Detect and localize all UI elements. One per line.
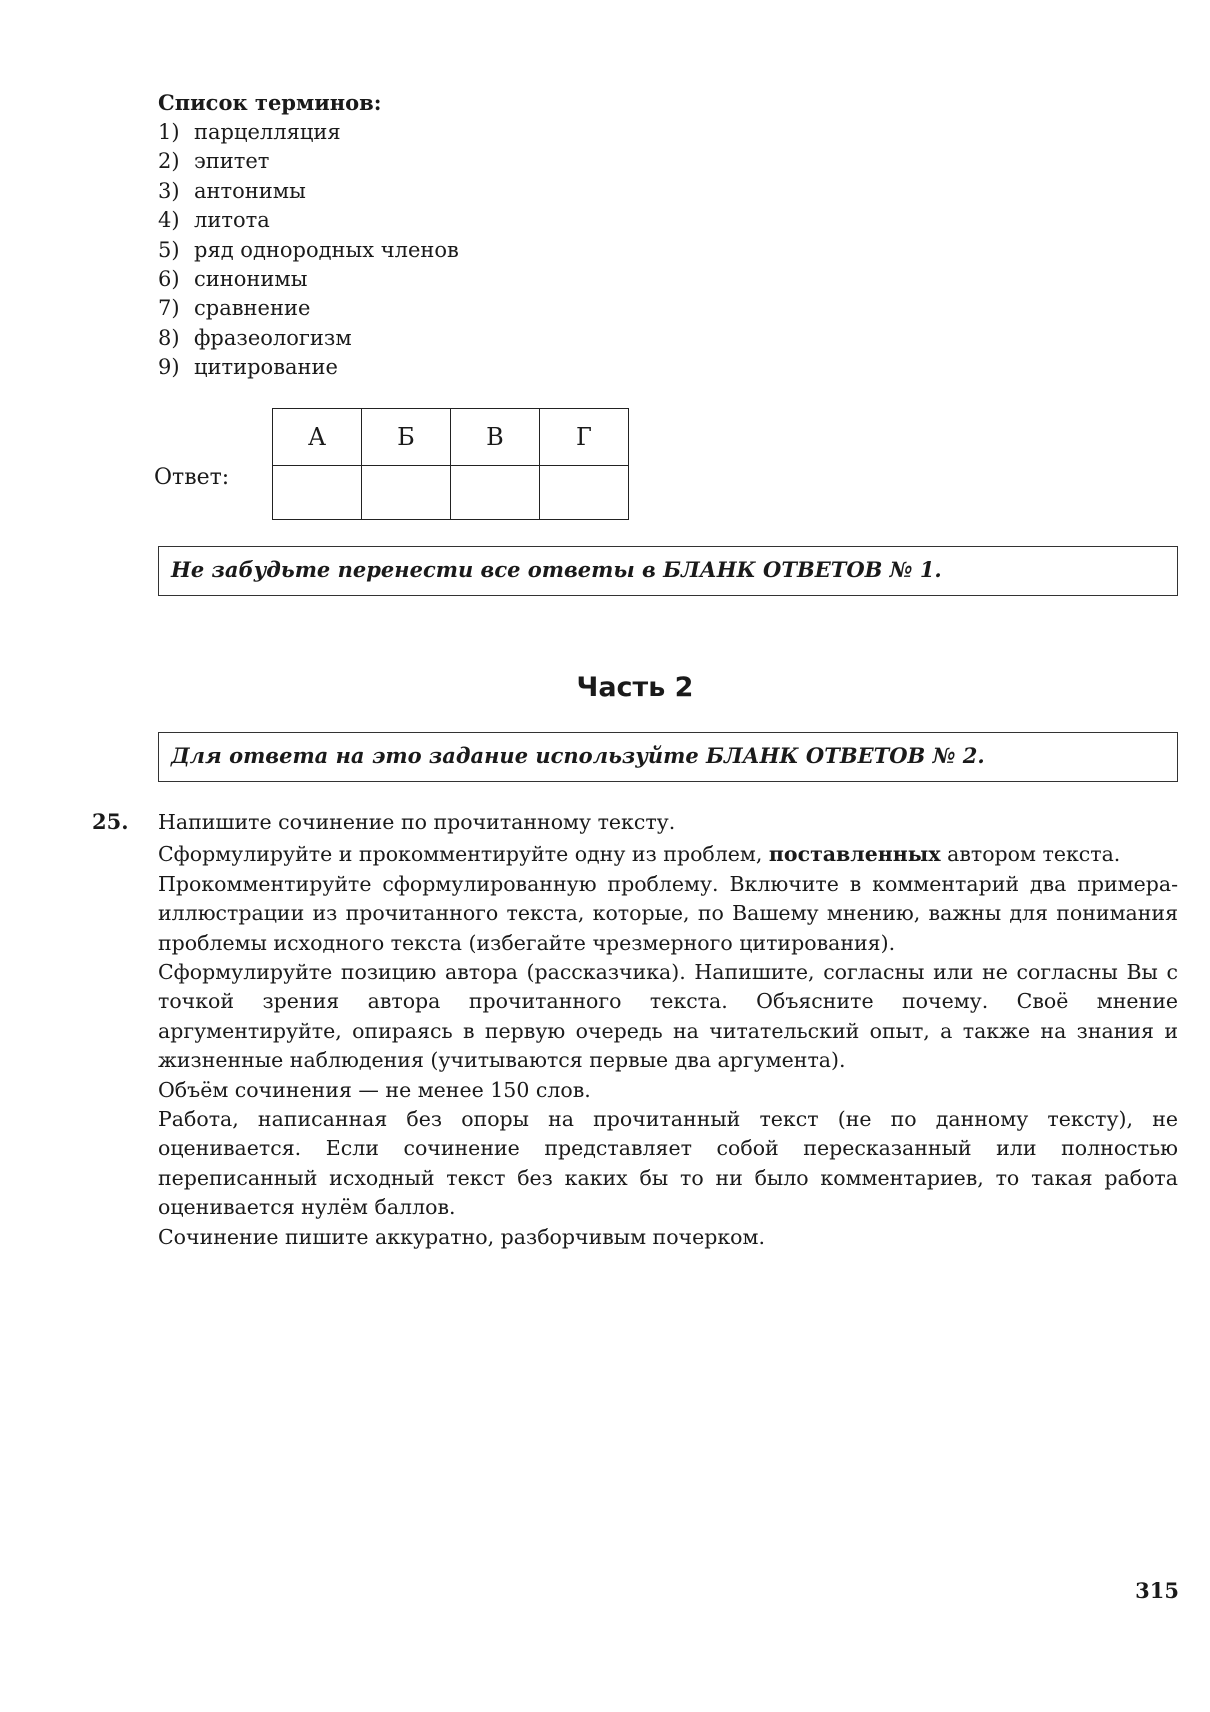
term-text: цитирование [194, 355, 338, 380]
term-text: ряд однородных членов [194, 237, 459, 262]
answer-cell-b[interactable] [362, 466, 451, 520]
answer-label: Ответ: [154, 465, 230, 490]
task-paragraph: Объём сочинения — не менее 150 слов. [158, 1077, 591, 1102]
answer-header-v: В [451, 409, 540, 466]
term-item [158, 353, 459, 382]
term-number: 6) [158, 266, 180, 291]
task-paragraph: Прокомментируйте сформулированную проблему. Включите в комментарий два примера-иллюстрации из прочитанного текста, которые, по Вашему мнению, важны для понимания проблемы исходного текста (избегайте чрезмерного цитирования). [158, 871, 1178, 955]
task-paragraph: Сочинение пишите аккуратно, разборчивым почерком. [158, 1224, 765, 1249]
term-text: фразеологизм [194, 325, 352, 350]
term-number: 5) [158, 237, 180, 262]
term-item [158, 147, 459, 176]
term-text: антонимы [194, 178, 306, 203]
task-paragraph: Работа, написанная без опоры на прочитанный текст (не по данному тексту), не оценивается. Если сочинение представляет собой пересказанный или полностью переписанный исходный текст без каких бы то ни было комментариев, то такая работа оценивается нулём баллов. [158, 1107, 1178, 1220]
answer-cell-a[interactable] [273, 466, 362, 520]
task-number: 25. [92, 809, 129, 834]
term-item [158, 294, 459, 323]
transfer-answers-notice: Не забудьте перенести все ответы в БЛАНК ОТВЕТОВ № 1. [158, 546, 1178, 596]
answer-header-b: Б [362, 409, 451, 466]
term-number: 1) [158, 120, 180, 144]
part-title: Часть 2 [576, 672, 694, 703]
term-item [158, 118, 459, 147]
term-number: 4) [158, 208, 180, 233]
answer-table [272, 408, 629, 520]
task-paragraph: Напишите сочинение по прочитанному тексту. [158, 810, 676, 834]
task-text [158, 808, 1178, 1252]
terms-items [158, 118, 459, 383]
task-text-fragment: автором текста. [947, 842, 1121, 867]
term-text: сравнение [194, 296, 311, 321]
answer-header-g: Г [540, 409, 629, 466]
term-number: 3) [158, 178, 180, 203]
answer-form-notice: Для ответа на это задание используйте БЛАНК ОТВЕТОВ № 2. [158, 732, 1178, 782]
term-number: 9) [158, 355, 180, 380]
page-number: 315 [1135, 1578, 1179, 1603]
term-text: синонимы [194, 266, 308, 291]
term-item [158, 206, 459, 235]
term-number: 7) [158, 296, 180, 321]
terms-title: Список терминов: [158, 90, 382, 115]
terms-list [158, 88, 459, 383]
term-item [158, 324, 459, 353]
term-item [158, 265, 459, 294]
term-item [158, 236, 459, 265]
term-number: 8) [158, 325, 180, 350]
answer-header-a: А [273, 409, 362, 466]
answer-cell-g[interactable] [540, 466, 629, 520]
task-bold-word: поставленных [768, 842, 941, 867]
task-text-fragment: Сформулируйте и прокомментируйте одну из проблем, [158, 842, 763, 867]
term-text: литота [194, 208, 270, 233]
task-paragraph [158, 840, 1178, 869]
term-text: парцелляция [194, 120, 341, 144]
term-number: 2) [158, 149, 180, 174]
term-text: эпитет [194, 149, 270, 174]
answer-cell-v[interactable] [451, 466, 540, 520]
term-item [158, 177, 459, 206]
task-paragraph: Сформулируйте позицию автора (рассказчика). Напишите, согласны или не согласны Вы с точкой зрения автора прочитанного текста. Объясните почему. Своё мнение аргументируйте, опираясь в первую очередь на читательский опыт, а также на знания и жизненные наблюдения (учитываются первые два аргумента). [158, 960, 1178, 1073]
